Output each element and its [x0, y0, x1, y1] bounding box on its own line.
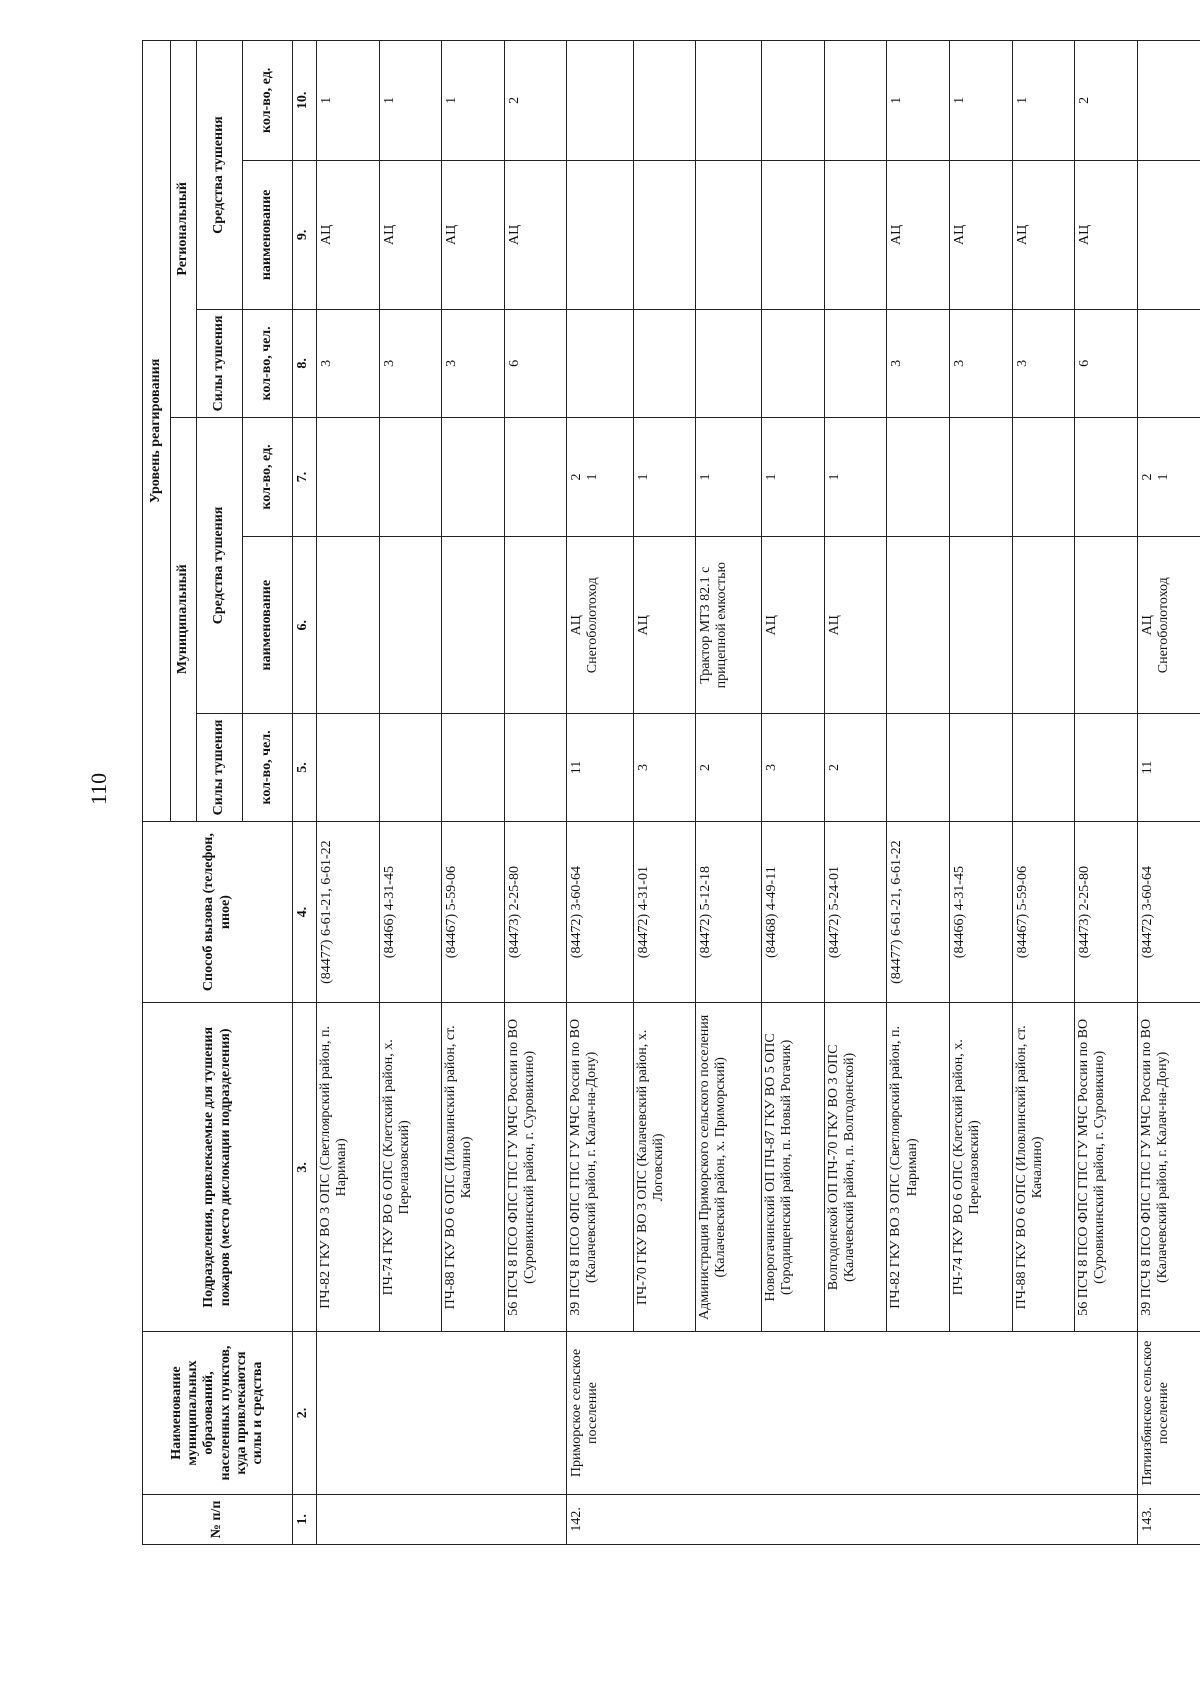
unit-name: Администрация Приморского сельского поселения (Калачевский район, х. Приморский): [696, 1003, 762, 1332]
regional-means-qty: 1: [442, 41, 505, 161]
municipal-means-name: [317, 537, 380, 714]
unit-name: ПЧ-88 ГКУ ВО 6 ОПС (Иловлинский район, ст. Качалино): [442, 1003, 505, 1332]
regional-forces-qty: 3: [442, 310, 505, 418]
unit-name: Новорогачинский ОП ПЧ-87 ГКУ ВО 5 ОПС (Городищенский район, п. Новый Рогачик): [762, 1003, 825, 1332]
unit-name: ПЧ-88 ГКУ ВО 6 ОПС (Иловлинский район, ст. Качалино): [1012, 1003, 1075, 1332]
municipal-means-name: [504, 537, 567, 714]
municipal-means-qty: [317, 417, 380, 537]
regional-means-qty: [696, 41, 762, 161]
header-mun-forces: Силы тушения: [197, 714, 243, 822]
municipal-means-name: [1075, 537, 1138, 714]
regional-means-qty: [1137, 41, 1200, 161]
call-method: (84477) 6-61-21, 6-61-22: [317, 821, 380, 1003]
call-method: (84473) 2-25-80: [1075, 821, 1138, 1003]
row-number: 143.: [1137, 1494, 1200, 1544]
regional-means-name: АЦ: [1012, 160, 1075, 309]
unit-name: 39 ПСЧ 8 ПСО ФПС ГПС ГУ МЧС России по ВО (Калачевский район, г. Калач-на-Дону): [1137, 1003, 1200, 1332]
settlement-name: Приморское сельское поселение: [567, 1332, 1137, 1495]
header-units: Подразделения, привлекаемые для тушения пожаров (место дислокации подразделения): [143, 1003, 293, 1332]
header-method: Способ вызова (телефон, иное): [143, 821, 293, 1003]
regional-forces-qty: 3: [379, 310, 442, 418]
regional-forces-qty: [633, 310, 696, 418]
col-number: 3.: [293, 1003, 317, 1332]
municipal-means-name: АЦ: [824, 537, 887, 714]
regional-means-qty: [824, 41, 887, 161]
regional-means-name: АЦ: [887, 160, 950, 309]
regional-means-qty: 1: [317, 41, 380, 161]
regional-means-name: АЦ: [1075, 160, 1138, 309]
regional-forces-qty: [696, 310, 762, 418]
regional-means-name: [633, 160, 696, 309]
regional-means-name: [696, 160, 762, 309]
regional-means-qty: 1: [950, 41, 1013, 161]
col-number: 7.: [293, 417, 317, 537]
municipal-means-name: АЦ Снегоболотоход: [567, 537, 633, 714]
municipal-means-qty: 1: [633, 417, 696, 537]
header-reg-forces: Силы тушения: [197, 310, 243, 418]
table-row: [317, 41, 380, 1545]
col-number: 8.: [293, 310, 317, 418]
municipal-means-qty: [1075, 417, 1138, 537]
regional-forces-qty: 3: [317, 310, 380, 418]
header-reg-qty-units: кол-во, ед.: [243, 41, 293, 161]
unit-name: Волгодонской ОП ПЧ-70 ГКУ ВО 3 ОПС (Калачевский район, п. Волгодонской): [824, 1003, 887, 1332]
call-method: (84466) 4-31-45: [950, 821, 1013, 1003]
municipal-means-qty: 2 1: [1137, 417, 1200, 537]
municipal-means-name: АЦ: [633, 537, 696, 714]
col-number: 9.: [293, 160, 317, 309]
municipal-means-name: [442, 537, 505, 714]
regional-means-qty: [633, 41, 696, 161]
municipal-means-name: [379, 537, 442, 714]
table-row: [442, 41, 505, 1545]
regional-forces-qty: 3: [950, 310, 1013, 418]
unit-name: ПЧ-74 ГКУ ВО 6 ОПС (Клетский район, х. Перелазовский): [950, 1003, 1013, 1332]
municipal-means-qty: 1: [762, 417, 825, 537]
regional-means-name: АЦ: [504, 160, 567, 309]
municipal-means-name: [1012, 537, 1075, 714]
call-method: (84467) 5-59-06: [1012, 821, 1075, 1003]
settlement-name: Пятиизбянское сельское поселение: [1137, 1332, 1200, 1495]
municipal-forces-qty: 2: [696, 714, 762, 822]
call-method: (84473) 2-25-80: [504, 821, 567, 1003]
page-number: 110: [86, 772, 111, 805]
municipal-means-qty: 1: [696, 417, 762, 537]
header-regional: Региональный: [171, 41, 197, 418]
regional-means-name: АЦ: [317, 160, 380, 309]
call-method: (84477) 6-61-21, 6-61-22: [887, 821, 950, 1003]
table-row: [887, 41, 950, 1545]
col-number: 2.: [293, 1332, 317, 1495]
municipal-means-name: Трактор МТЗ 82.1 с прицепной емкостью: [696, 537, 762, 714]
municipal-forces-qty: [887, 714, 950, 822]
municipal-means-qty: 2 1: [567, 417, 633, 537]
call-method: (84472) 4-31-01: [633, 821, 696, 1003]
municipal-forces-qty: 11: [1137, 714, 1200, 822]
municipal-means-qty: [887, 417, 950, 537]
table-row: [1075, 41, 1138, 1545]
call-method: (84472) 5-24-01: [824, 821, 887, 1003]
regional-forces-qty: 6: [1075, 310, 1138, 418]
municipal-forces-qty: [1075, 714, 1138, 822]
regional-forces-qty: 6: [504, 310, 567, 418]
municipal-means-qty: [504, 417, 567, 537]
table-row: [504, 41, 567, 1545]
call-method: (84466) 4-31-45: [379, 821, 442, 1003]
regional-forces-qty: 3: [1012, 310, 1075, 418]
municipal-means-name: АЦ Снегоболотоход: [1137, 537, 1200, 714]
municipal-forces-qty: [379, 714, 442, 822]
row-number: 142.: [567, 1494, 1137, 1544]
call-method: (84472) 3-60-64: [567, 821, 633, 1003]
column-number-row: [293, 41, 317, 1545]
municipal-means-qty: [442, 417, 505, 537]
rotated-table-container: [142, 40, 1200, 1545]
regional-means-name: АЦ: [950, 160, 1013, 309]
municipal-forces-qty: 11: [567, 714, 633, 822]
municipal-forces-qty: 3: [762, 714, 825, 822]
regional-forces-qty: [762, 310, 825, 418]
municipal-means-name: [950, 537, 1013, 714]
regional-means-qty: 1: [1012, 41, 1075, 161]
municipal-forces-qty: 2: [824, 714, 887, 822]
regional-means-name: АЦ: [379, 160, 442, 309]
row-number: [317, 1494, 567, 1544]
header-num: № п/п: [143, 1494, 293, 1544]
fire-response-table: [142, 40, 1200, 1545]
col-number: 1.: [293, 1494, 317, 1544]
settlement-name: [317, 1332, 567, 1495]
header-reg-means: Средства тушения: [197, 41, 243, 310]
col-number: 5.: [293, 714, 317, 822]
header-mun-qty-units: кол-во, ед.: [243, 417, 293, 537]
regional-means-qty: [567, 41, 633, 161]
regional-forces-qty: [567, 310, 633, 418]
municipal-means-qty: [379, 417, 442, 537]
regional-means-qty: 1: [379, 41, 442, 161]
municipal-forces-qty: 3: [633, 714, 696, 822]
municipal-forces-qty: [950, 714, 1013, 822]
municipal-means-qty: [950, 417, 1013, 537]
table-row: [379, 41, 442, 1545]
col-number: 10.: [293, 41, 317, 161]
table-row: [762, 41, 825, 1545]
header-reg-name: наименование: [243, 160, 293, 309]
header-name: Наименование муниципальных образований, населенных пунктов, куда привлекаются силы и средства: [143, 1332, 293, 1495]
regional-means-name: [567, 160, 633, 309]
regional-forces-qty: [1137, 310, 1200, 418]
unit-name: ПЧ-82 ГКУ ВО 3 ОПС (Светлоярский район, п. Нариман): [887, 1003, 950, 1332]
regional-means-qty: 2: [504, 41, 567, 161]
call-method: (84472) 3-60-64: [1137, 821, 1200, 1003]
table-row: [1137, 41, 1200, 1545]
call-method: (84467) 5-59-06: [442, 821, 505, 1003]
regional-means-name: [824, 160, 887, 309]
municipal-means-qty: 1: [824, 417, 887, 537]
regional-means-qty: [762, 41, 825, 161]
municipal-means-qty: [1012, 417, 1075, 537]
col-number: 6.: [293, 537, 317, 714]
regional-forces-qty: [824, 310, 887, 418]
unit-name: 56 ПСЧ 8 ПСО ФПС ГПС ГУ МЧС России по ВО (Суровикинский район, г. Суровикино): [504, 1003, 567, 1332]
header-mun-means: Средства тушения: [197, 417, 243, 713]
header-reg-qty-people: кол-во, чел.: [243, 310, 293, 418]
call-method: (84472) 5-12-18: [696, 821, 762, 1003]
unit-name: ПЧ-82 ГКУ ВО 3 ОПС (Светлоярский район, п. Нариман): [317, 1003, 380, 1332]
table-row: [950, 41, 1013, 1545]
regional-means-qty: 1: [887, 41, 950, 161]
table-row: [824, 41, 887, 1545]
regional-means-name: [762, 160, 825, 309]
table-row: [633, 41, 696, 1545]
table-row: [1012, 41, 1075, 1545]
municipal-forces-qty: [317, 714, 380, 822]
header-municipal: Муниципальный: [171, 417, 197, 821]
table-row: [567, 41, 633, 1545]
header-mun-qty-people: кол-во, чел.: [243, 714, 293, 822]
municipal-means-name: [887, 537, 950, 714]
municipal-forces-qty: [1012, 714, 1075, 822]
unit-name: 39 ПСЧ 8 ПСО ФПС ГПС ГУ МЧС России по ВО (Калачевский район, г. Калач-на-Дону): [567, 1003, 633, 1332]
municipal-forces-qty: [442, 714, 505, 822]
header-level: Уровень реагирования: [143, 41, 171, 822]
header-mun-name: наименование: [243, 537, 293, 714]
regional-forces-qty: 3: [887, 310, 950, 418]
table-row: [696, 41, 762, 1545]
unit-name: ПЧ-74 ГКУ ВО 6 ОПС (Клетский район, х. Перелазовский): [379, 1003, 442, 1332]
col-number: 4.: [293, 821, 317, 1003]
unit-name: ПЧ-70 ГКУ ВО 3 ОПС (Калачевский район, х. Логовский): [633, 1003, 696, 1332]
regional-means-qty: 2: [1075, 41, 1138, 161]
municipal-means-name: АЦ: [762, 537, 825, 714]
call-method: (84468) 4-49-11: [762, 821, 825, 1003]
unit-name: 56 ПСЧ 8 ПСО ФПС ГПС ГУ МЧС России по ВО (Суровикинский район, г. Суровикино): [1075, 1003, 1138, 1332]
regional-means-name: [1137, 160, 1200, 309]
regional-means-name: АЦ: [442, 160, 505, 309]
municipal-forces-qty: [504, 714, 567, 822]
